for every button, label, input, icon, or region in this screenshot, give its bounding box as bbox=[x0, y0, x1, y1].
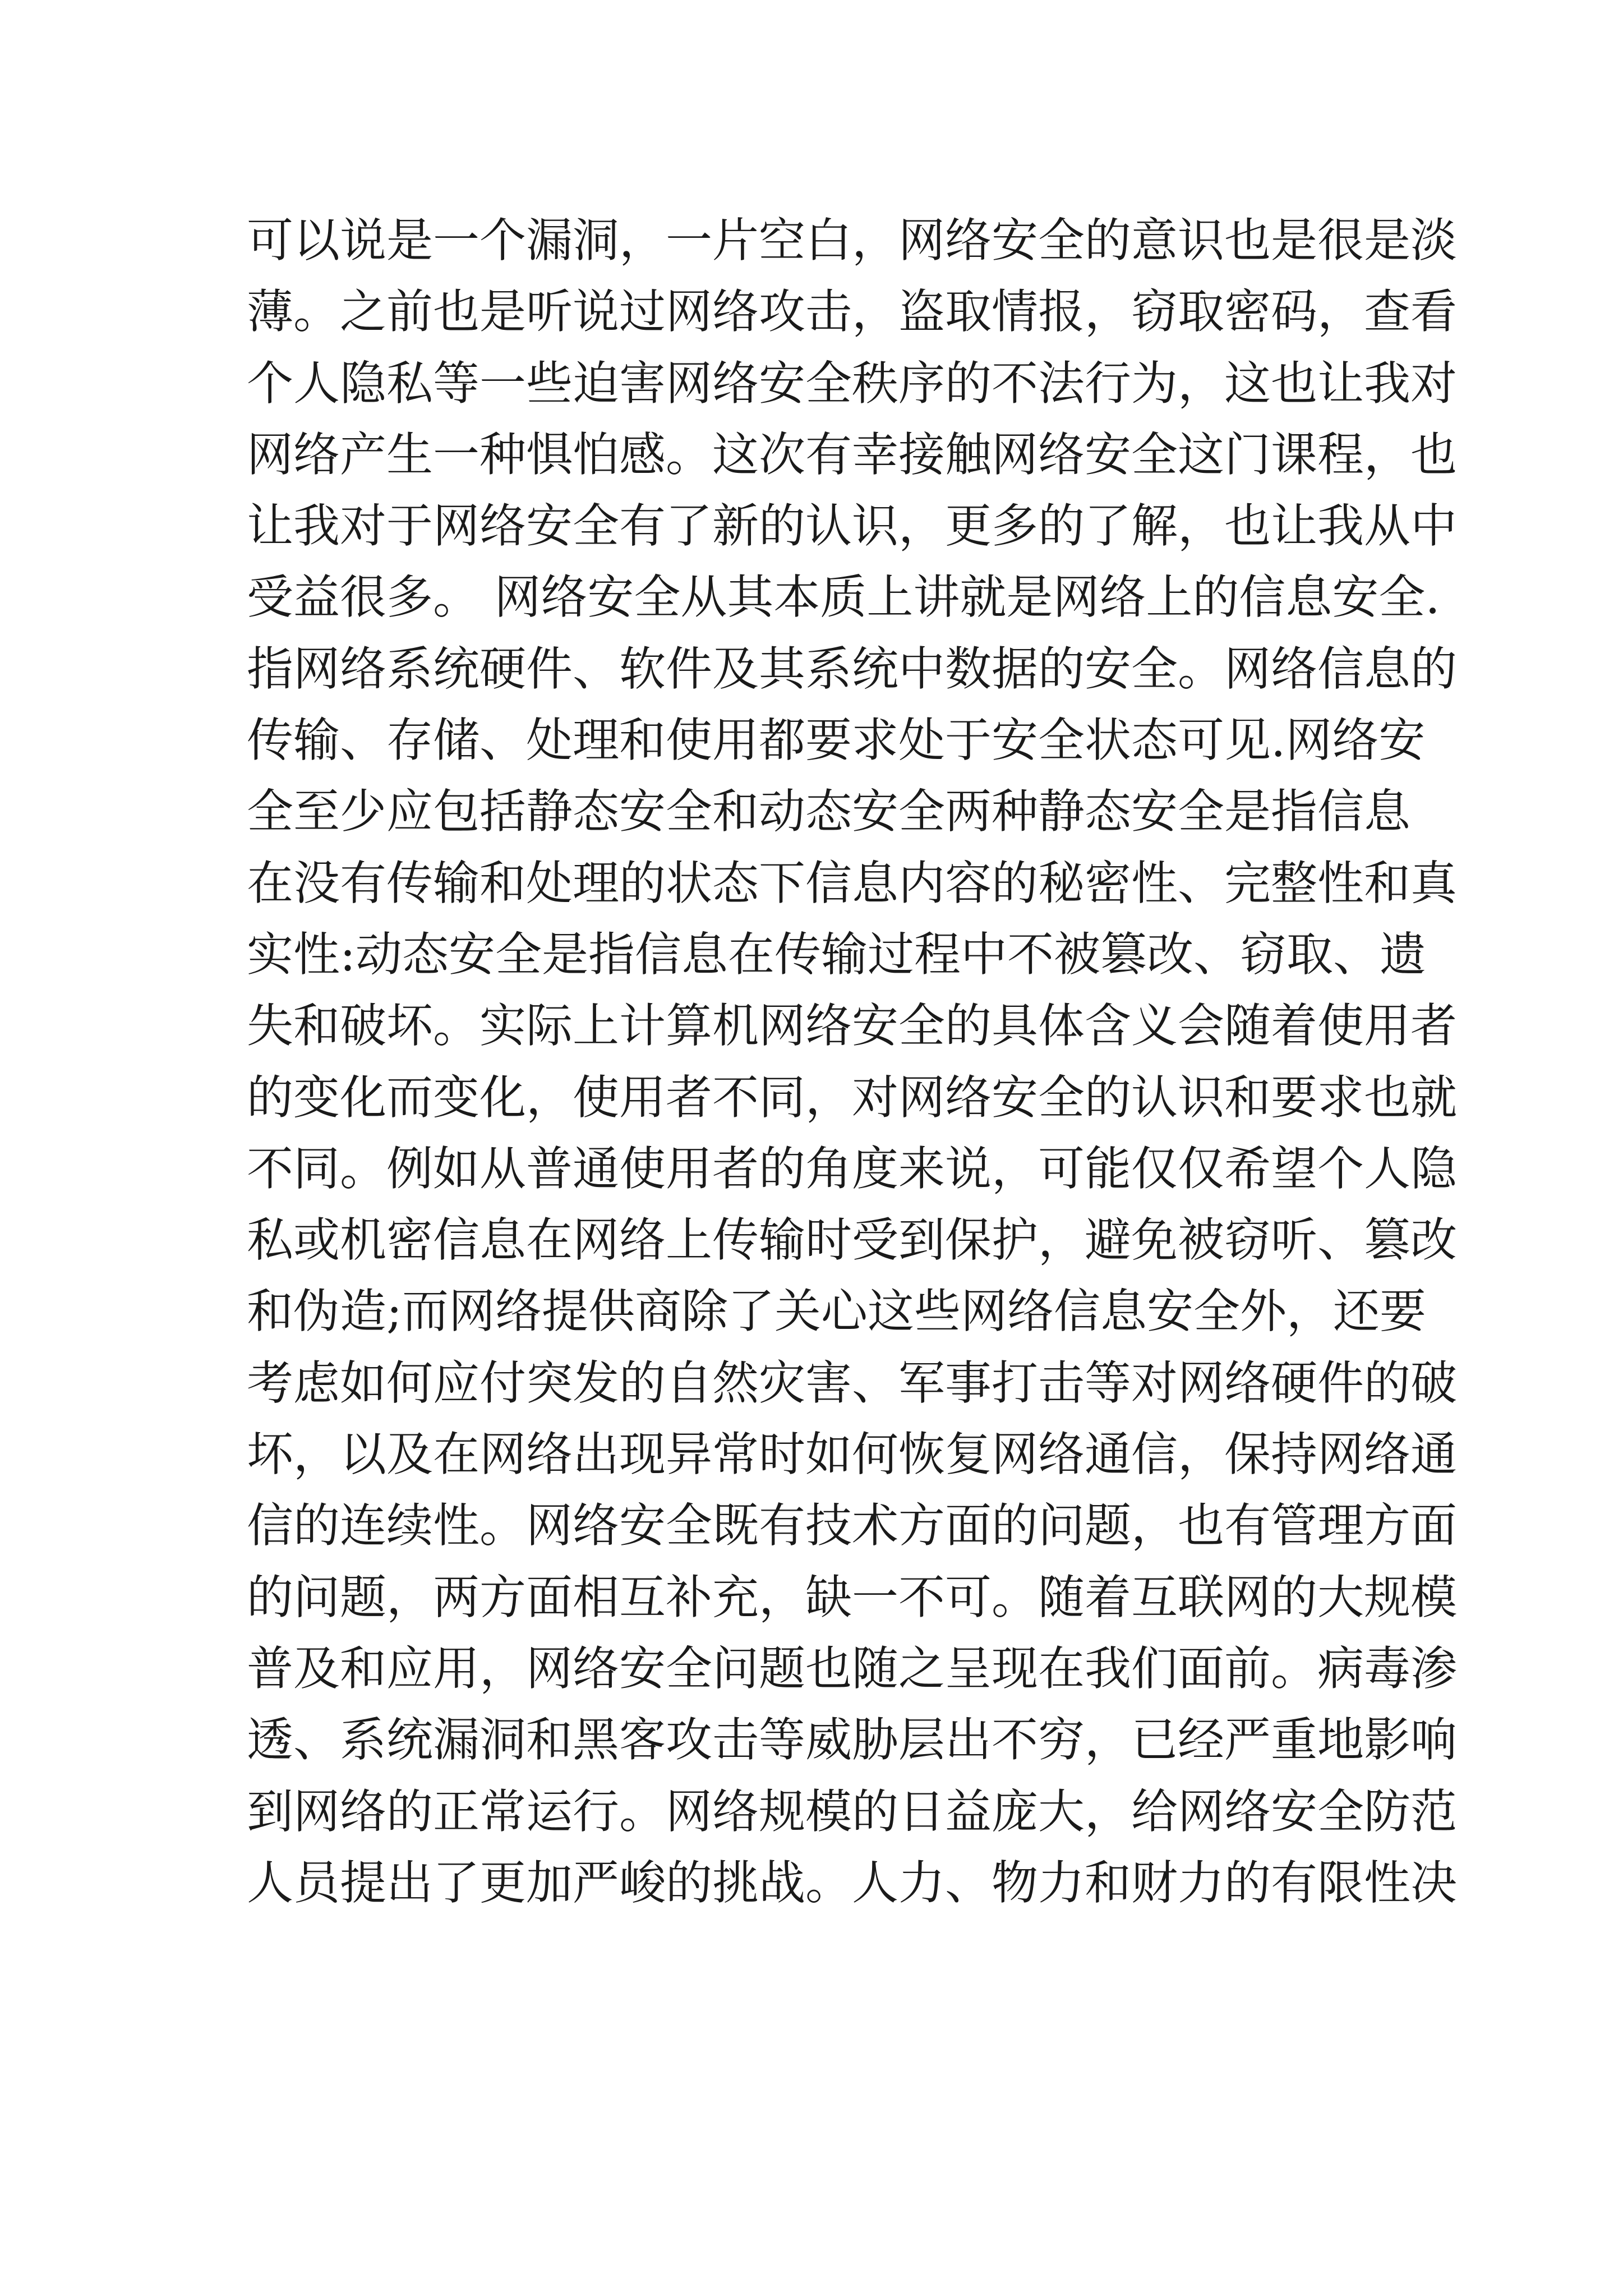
text-line: 不同。例如从普通使用者的角度来说，可能仅仅希望个人隐 bbox=[247, 1141, 1457, 1196]
text-line: 指网络系统硬件、软件及其系统中数据的安全。网络信息的 bbox=[247, 641, 1457, 696]
text-line: 人员提出了更加严峻的挑战。人力、物力和财力的有限性决 bbox=[247, 1855, 1457, 1910]
text-line: 实性:动态安全是指信息在传输过程中不被篡改、窃取、遗 bbox=[247, 927, 1426, 982]
text-line: 到网络的正常运行。网络规模的日益庞大，给网络安全防范 bbox=[247, 1784, 1457, 1839]
text-line: 信的连续性。网络安全既有技术方面的问题，也有管理方面 bbox=[247, 1498, 1457, 1553]
text-line: 网络产生一种惧怕感。这次有幸接触网络安全这门课程，也 bbox=[247, 427, 1457, 482]
body-text bbox=[247, 205, 1457, 1918]
text-line: 透、系统漏洞和黑客攻击等威胁层出不穷，已经严重地影响 bbox=[247, 1713, 1457, 1768]
text-line: 让我对于网络安全有了新的认识，更多的了解，也让我从中 bbox=[247, 499, 1457, 554]
text-line: 的问题，两方面相互补充，缺一不可。随着互联网的大规模 bbox=[247, 1570, 1457, 1625]
text-line: 可以说是一个漏洞，一片空白，网络安全的意识也是很是淡 bbox=[247, 213, 1457, 268]
text-line: 和伪造;而网络提供商除了关心这些网络信息安全外，还要 bbox=[247, 1284, 1426, 1339]
text-line: 私或机密信息在网络上传输时受到保护，避免被窃听、篡改 bbox=[247, 1213, 1457, 1268]
text-line: 个人隐私等一些迫害网络安全秩序的不法行为，这也让我对 bbox=[247, 356, 1457, 411]
text-line: 受益很多。 网络安全从其本质上讲就是网络上的信息安全. bbox=[247, 570, 1440, 625]
text-line: 失和破坏。实际上计算机网络安全的具体含义会随着使用者 bbox=[247, 999, 1457, 1053]
text-line: 传输、存储、处理和使用都要求处于安全状态可见.网络安 bbox=[247, 713, 1426, 768]
text-line: 的变化而变化，使用者不同，对网络安全的认识和要求也就 bbox=[247, 1070, 1457, 1125]
text-line: 在没有传输和处理的状态下信息内容的秘密性、完整性和真 bbox=[247, 855, 1457, 910]
text-line: 普及和应用，网络安全问题也随之呈现在我们面前。病毒渗 bbox=[247, 1641, 1457, 1696]
text-line: 考虑如何应付突发的自然灾害、军事打击等对网络硬件的破 bbox=[247, 1355, 1457, 1410]
text-line: 薄。之前也是听说过网络攻击，盗取情报，窃取密码，查看 bbox=[247, 284, 1457, 339]
text-line: 坏，以及在网络出现异常时如何恢复网络通信，保持网络通 bbox=[247, 1427, 1457, 1482]
text-line: 全至少应包括静态安全和动态安全两种静态安全是指信息 bbox=[247, 784, 1410, 839]
